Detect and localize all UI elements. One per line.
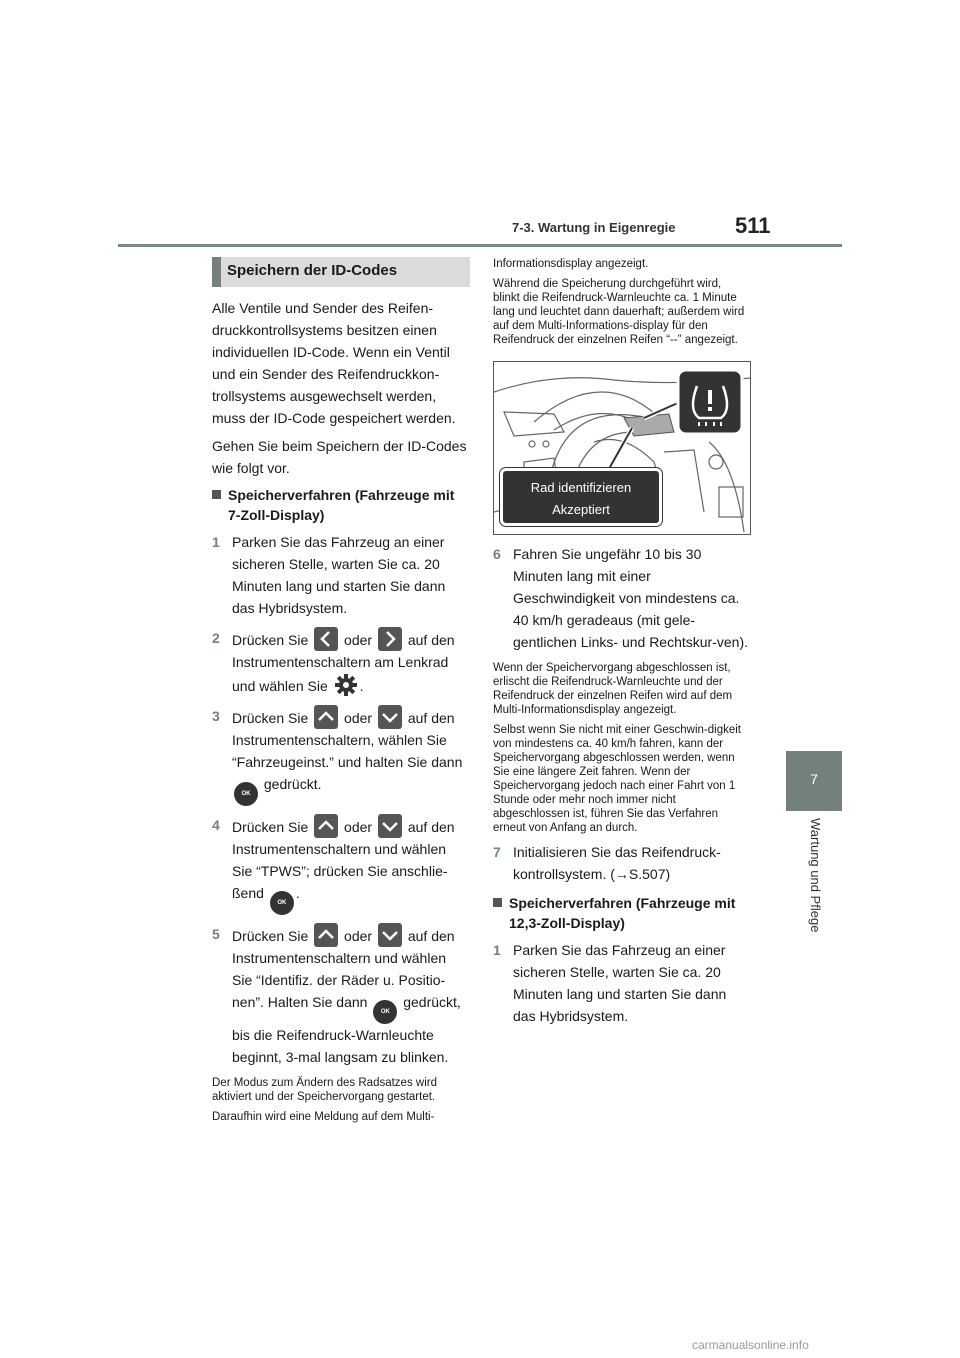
chapter-tab[interactable]: [786, 751, 842, 811]
right-column: [493, 257, 749, 1035]
step-text: Parken Sie das Fahrzeug an einer sicheren Stelle, warten Sie ca. 20 Minuten lang und starten Sie dann das Hybridsystem.: [513, 942, 727, 1024]
tpms-message-box: [500, 468, 662, 526]
chevron-left-icon: [314, 627, 338, 651]
ok-button-icon: OK: [270, 891, 294, 915]
gear-icon: [334, 673, 358, 697]
chapter-side-label: Wartung und Pflege: [808, 818, 823, 933]
chevron-down-icon: [378, 705, 402, 729]
square-bullet-icon: [212, 490, 221, 499]
step-number: 2: [212, 630, 220, 646]
step-number: 1: [212, 534, 220, 550]
left-column: [212, 257, 470, 1130]
ok-button-icon: OK: [234, 782, 258, 806]
chapter-tab-number: 7: [810, 771, 818, 787]
chevron-down-icon: [378, 923, 402, 947]
step-1: [493, 939, 749, 1027]
procedure-heading: Speicherverfahren (Fahrzeuge mit 7-Zoll-Display): [212, 485, 470, 525]
page-number: 511: [735, 213, 771, 238]
chevron-up-icon: [314, 814, 338, 838]
note-text: Während die Speicherung durchgeführt wird, blinkt die Reifendruck-Warnleuchte ca. 1 Minute lang und leuchtet dann dauerhaft; außerdem wird auf dem Multi-Informations-display für den Reifendruck der einzelnen Reifen “--” angezeigt.: [493, 278, 745, 346]
step-4: 4 Drücken Sie oder auf den Instrumentenschaltern und wählen Sie “TPWS”; drücken Sie anschlie-ßend OK.: [212, 814, 470, 915]
step-number: 6: [493, 546, 501, 562]
chevron-down-icon: [378, 814, 402, 838]
dashboard-illustration: [493, 361, 751, 535]
chevron-up-icon: [314, 705, 338, 729]
note-text: Informationsdisplay angezeigt.: [493, 258, 649, 270]
step-number: 7: [493, 844, 501, 860]
chevron-up-icon: [314, 923, 338, 947]
note-text: Wenn der Speichervorgang abgeschlossen ist, erlischt die Reifendruck-Warnleuchte und der Reifendruck der einzelnen Reifen wird auf dem Multi-Informationsdisplay angezeigt.: [493, 662, 733, 716]
step-number: 3: [212, 708, 220, 724]
chevron-right-icon: [378, 627, 402, 651]
step-text: Fahren Sie ungefähr 10 bis 30 Minuten lang mit einer Geschwindigkeit von mindestens ca. 40 km/h geradeaus (mit gele-gentlichen Links- und Rechtskur-ven).: [513, 546, 749, 650]
intro-paragraph: Alle Ventile und Sender des Reifen-druckkontrollsystems besitzen einen individuellen ID-Code. Wenn ein Ventil und ein Sender des Reifendruckkon-trollsystems ausgewechselt werden, muss der ID-Code gespeichert werden.: [212, 300, 456, 426]
section-heading: Speichern der ID-Codes: [212, 257, 470, 287]
step-number: 4: [212, 817, 220, 833]
header-rule: [118, 244, 842, 247]
note-text: Der Modus zum Ändern des Radsatzes wird aktiviert und der Speichervorgang gestartet.: [212, 1077, 437, 1103]
note-text: Selbst wenn Sie nicht mit einer Geschwin-digkeit von mindestens ca. 40 km/h fahren, kann der Speichervorgang abgeschlossen werden, wenn Sie eine längere Zeit fahren. Wenn der Speichervorgang jedoch nach einer Fahrt von 1 Stunde oder mehr noch immer nicht abgeschlossen ist, führen Sie das Verfahren erneut von Anfang an durch.: [493, 724, 742, 834]
step-7: [493, 841, 749, 885]
ok-button-icon: OK: [373, 1000, 397, 1024]
message-line-2: Akzeptiert: [552, 502, 610, 517]
procedure-heading: Speicherverfahren (Fahrzeuge mit 12,3-Zoll-Display): [493, 893, 749, 933]
intro-instruction: Gehen Sie beim Speichern der ID-Codes wie folgt vor.: [212, 438, 467, 476]
step-6: [493, 543, 749, 653]
step-number: 1: [493, 942, 501, 958]
square-bullet-icon: [493, 898, 502, 907]
step-2: 2 Drücken Sie oder auf den Instrumentenschaltern am Lenkrad und wählen Sie .: [212, 627, 470, 697]
chapter-section-title: 7-3. Wartung in Eigenregie: [512, 220, 676, 235]
step-text: Initialisieren Sie das Reifendruck-kontrollsystem. (→S.507): [513, 844, 721, 882]
step-number: 5: [212, 926, 220, 942]
watermark: carmanualsonline.info: [692, 1338, 809, 1352]
message-line-1: Rad identifizieren: [530, 480, 632, 495]
step-5: 5 Drücken Sie oder auf den Instrumentenschaltern und wählen Sie “Identifiz. der Räder u. Positio-nen”. Halten Sie dann OK gedrückt, bis die Reifendruck-Warnleuchte beginnt, 3-mal langsam zu blinken.: [212, 923, 470, 1068]
step-text: Parken Sie das Fahrzeug an einer sicheren Stelle, warten Sie ca. 20 Minuten lang und starten Sie dann das Hybridsystem.: [232, 534, 446, 616]
note-text: Daraufhin wird eine Meldung auf dem Multi-: [212, 1111, 435, 1123]
step-3: 3 Drücken Sie oder auf den Instrumentenschaltern, wählen Sie “Fahrzeugeinst.” und halten Sie dann OK gedrückt.: [212, 705, 470, 806]
step-1: [212, 531, 470, 619]
